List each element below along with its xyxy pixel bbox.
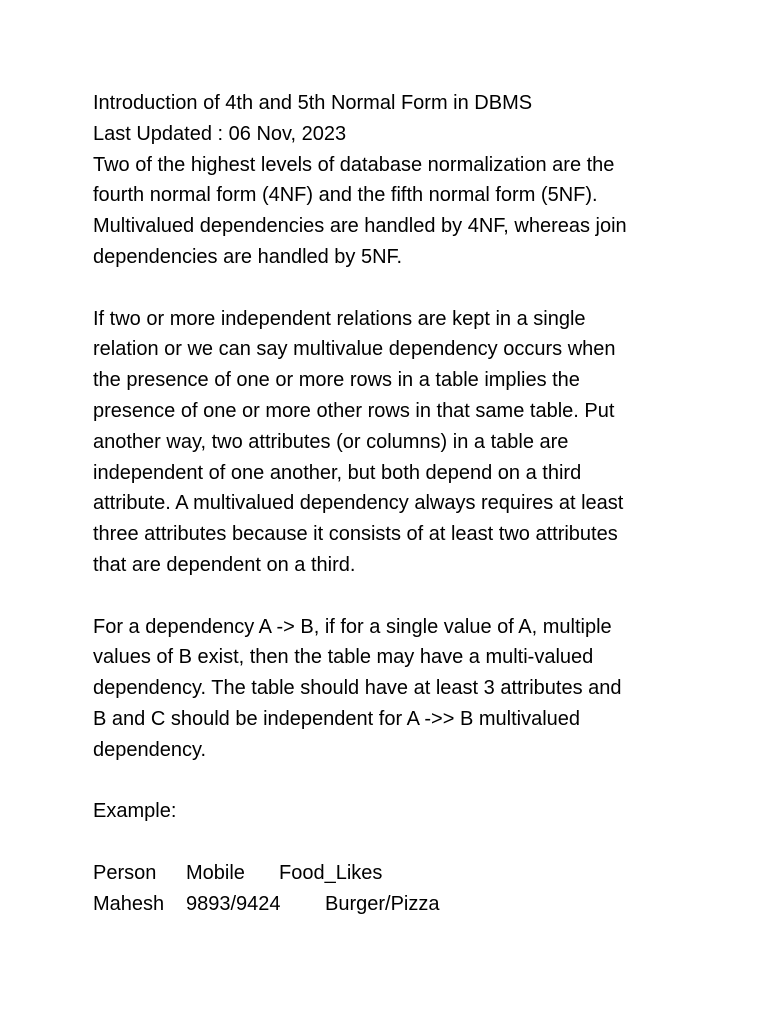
- spacer: [93, 273, 693, 304]
- paragraph-line: Two of the highest levels of database normalization are the: [93, 153, 615, 176]
- table-header-row: [93, 858, 693, 889]
- paragraph-line: attribute. A multivalued dependency always requires at least: [93, 492, 624, 515]
- paragraph-line: presence of one or more other rows in that same table. Put: [93, 399, 615, 422]
- paragraph-line: Multivalued dependencies are handled by 4NF, whereas join: [93, 215, 627, 238]
- table-row: [93, 889, 693, 920]
- paragraph-line: If two or more independent relations are kept in a single: [93, 307, 586, 330]
- paragraph-line: values of B exist, then the table may have a multi-valued: [93, 646, 594, 669]
- paragraph-line: three attributes because it consists of at least two attributes: [93, 523, 618, 546]
- paragraph-dependency: [93, 612, 693, 766]
- last-updated: Last Updated : 06 Nov, 2023: [93, 122, 347, 145]
- table-header-cell: Food_Likes: [279, 861, 383, 884]
- document-page: [93, 88, 693, 920]
- table-cell: Burger/Pizza: [325, 892, 440, 915]
- table-header-cell: Person: [93, 861, 157, 884]
- paragraph-line: For a dependency A -> B, if for a single value of A, multiple: [93, 615, 612, 638]
- paragraph-line: the presence of one or more rows in a table implies the: [93, 369, 580, 392]
- table-cell: Mahesh: [93, 892, 165, 915]
- paragraph-line: fourth normal form (4NF) and the fifth normal form (5NF).: [93, 184, 598, 207]
- table-header-cell: Mobile: [186, 861, 245, 884]
- paragraph-intro: [93, 150, 693, 273]
- example-label: Example:: [93, 800, 177, 823]
- document-title: Introduction of 4th and 5th Normal Form in DBMS: [93, 92, 533, 114]
- paragraph-line: dependency.: [93, 738, 207, 761]
- spacer: [93, 827, 693, 858]
- spacer: [93, 766, 693, 797]
- paragraph-line: that are dependent on a third.: [93, 553, 356, 576]
- paragraph-line: relation or we can say multivalue dependency occurs when: [93, 338, 616, 361]
- paragraph-line: B and C should be independent for A ->> B multivalued: [93, 707, 581, 730]
- paragraph-line: dependency. The table should have at least 3 attributes and: [93, 677, 622, 700]
- table-cell: 9893/9424: [186, 892, 281, 915]
- example-table: [93, 858, 693, 920]
- spacer: [93, 581, 693, 612]
- paragraph-line: another way, two attributes (or columns) in a table are: [93, 430, 569, 453]
- paragraph-line: dependencies are handled by 5NF.: [93, 245, 403, 268]
- paragraph-line: independent of one another, but both depend on a third: [93, 461, 582, 484]
- paragraph-multivalue: [93, 304, 693, 581]
